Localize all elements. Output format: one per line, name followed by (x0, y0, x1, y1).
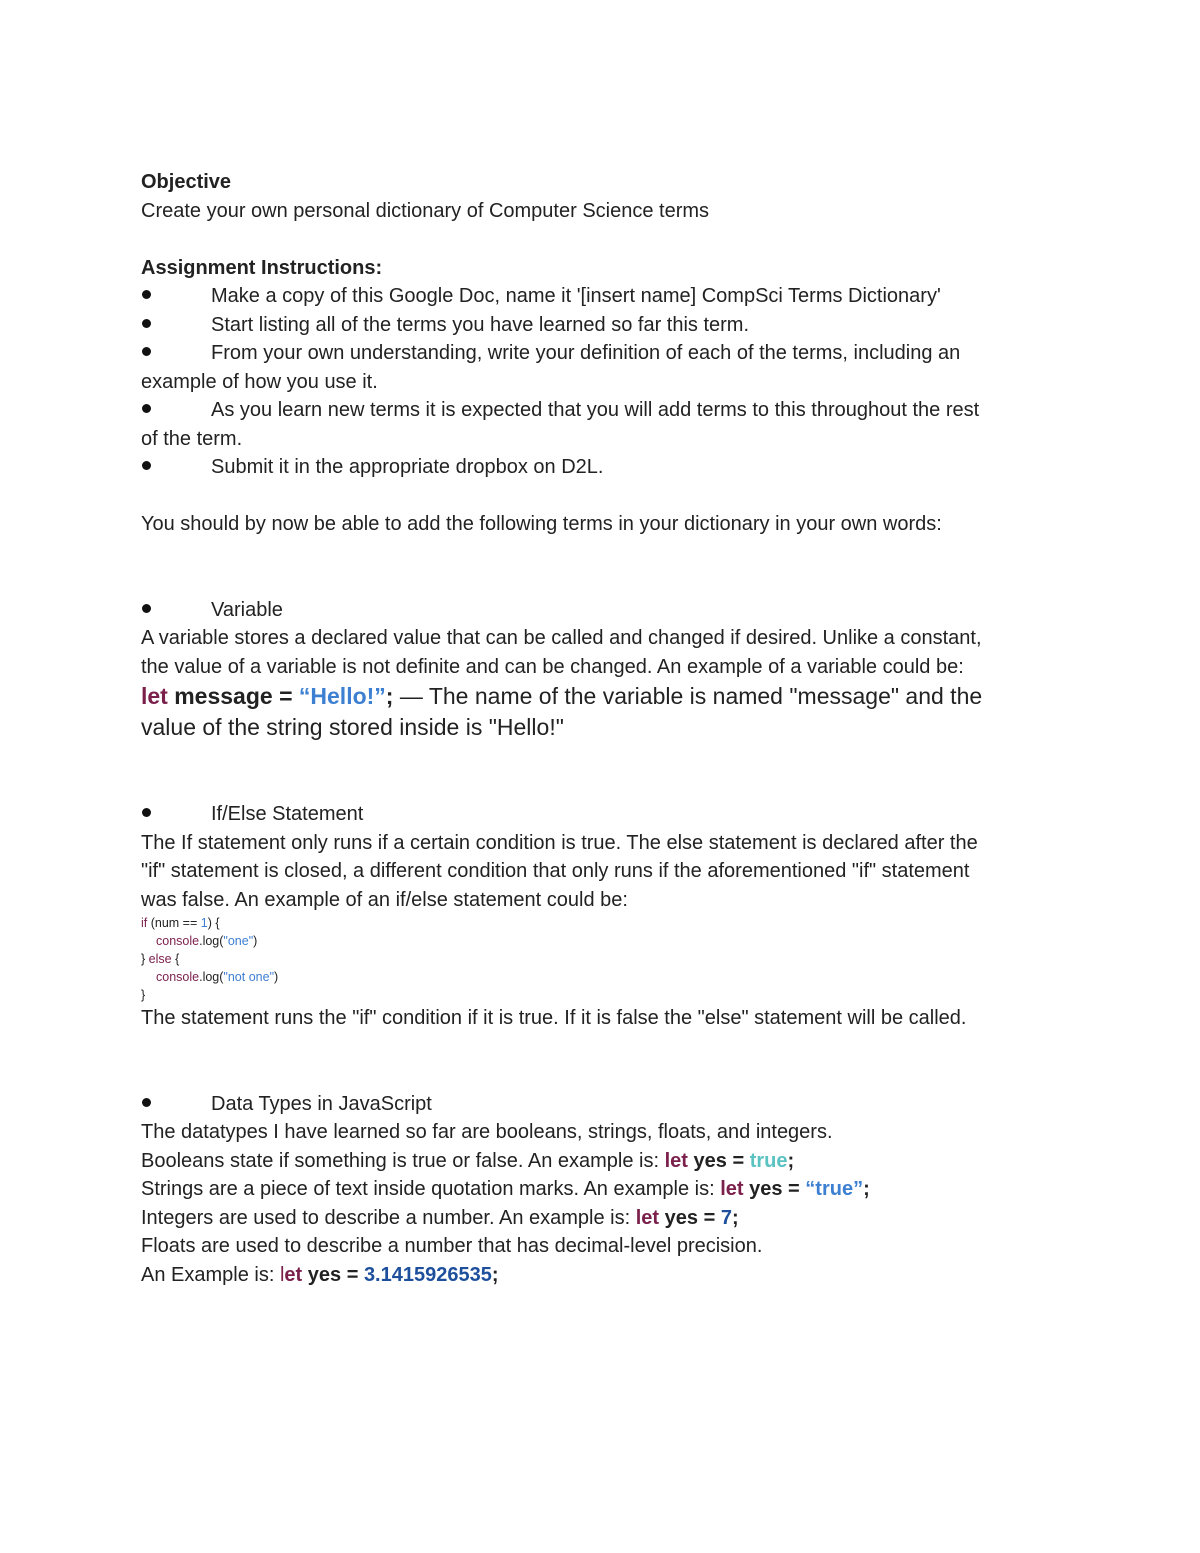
bullet-icon (141, 453, 211, 482)
code-line: console.log("not one") (156, 970, 279, 984)
code-line: if (num == 1) { (141, 916, 220, 930)
code-identifier: message = (174, 683, 293, 709)
code-keyword: let (141, 683, 168, 709)
bullet-icon (141, 311, 211, 340)
instruction-item: Make a copy of this Google Doc, name it '[insert name] CompSci Terms Dictionary' (141, 282, 1061, 311)
bullet-icon (141, 596, 211, 625)
instruction-continuation: example of how you use it. (141, 370, 378, 393)
datatypes-def-line: The datatypes I have learned so far are booleans, strings, floats, and integers. (141, 1121, 833, 1143)
instruction-item: From your own understanding, write your definition of each of the terms, including an (141, 339, 1061, 368)
bullet-icon (141, 282, 211, 311)
objective-text: Create your own personal dictionary of Computer Science terms (141, 199, 710, 222)
ifelse-def-line: The If statement only runs if a certain condition is true. The else statement is declared after the (141, 831, 978, 854)
code-line: } else { (141, 952, 180, 966)
instruction-continuation: of the term. (141, 427, 243, 450)
datatypes-int-line: Integers are used to describe a number. An example is: let yes = 7; (141, 1206, 739, 1229)
term-variable: Variable (141, 596, 1061, 625)
bullet-icon (141, 396, 211, 425)
code-string: “Hello!” (298, 683, 386, 709)
intro-text: You should by now be able to add the following terms in your dictionary in your own words: (141, 513, 942, 535)
ifelse-def-line: was false. An example of an if/else statement could be: (141, 888, 628, 911)
datatypes-float-line: Floats are used to describe a number that has decimal-level precision. (141, 1235, 763, 1257)
code-line: } (141, 988, 146, 1002)
document-body (141, 168, 1061, 1289)
datatypes-string-line: Strings are a piece of text inside quotation marks. An example is: let yes = “true”; (141, 1178, 870, 1200)
instructions-heading: Assignment Instructions: (141, 256, 383, 279)
bullet-icon (141, 1090, 211, 1119)
datatypes-float-example: An Example is: let yes = 3.1415926535; (141, 1263, 499, 1286)
variable-def-line: value of the string stored inside is "Hello!" (141, 714, 564, 740)
code-block (141, 914, 1061, 1004)
instruction-item: Submit it in the appropriate dropbox on D2L. (141, 453, 1061, 482)
objective-heading: Objective (141, 171, 232, 193)
instruction-item: As you learn new terms it is expected that you will add terms to this throughout the rest (141, 396, 1061, 425)
datatypes-bool-line: Booleans state if something is true or false. An example is: let yes = true; (141, 1149, 795, 1172)
variable-code-line: let message = “Hello!”; — The name of the variable is named "message" and the (141, 683, 983, 709)
code-line: console.log("one") (156, 934, 258, 948)
term-datatypes: Data Types in JavaScript (141, 1090, 1061, 1119)
variable-def-line: the value of a variable is not definite and can be changed. An example of a variable could be: (141, 655, 964, 678)
bullet-icon (141, 800, 211, 829)
ifelse-def-line: "if" statement is closed, a different condition that only runs if the aforementioned "if" statement (141, 860, 970, 882)
variable-def-line: A variable stores a declared value that can be called and changed if desired. Unlike a constant, (141, 627, 982, 649)
instruction-item: Start listing all of the terms you have learned so far this term. (141, 311, 1061, 340)
ifelse-after: The statement runs the "if" condition if it is true. If it is false the "else" statement will be called. (141, 1007, 967, 1029)
term-ifelse: If/Else Statement (141, 800, 1061, 829)
bullet-icon (141, 339, 211, 368)
